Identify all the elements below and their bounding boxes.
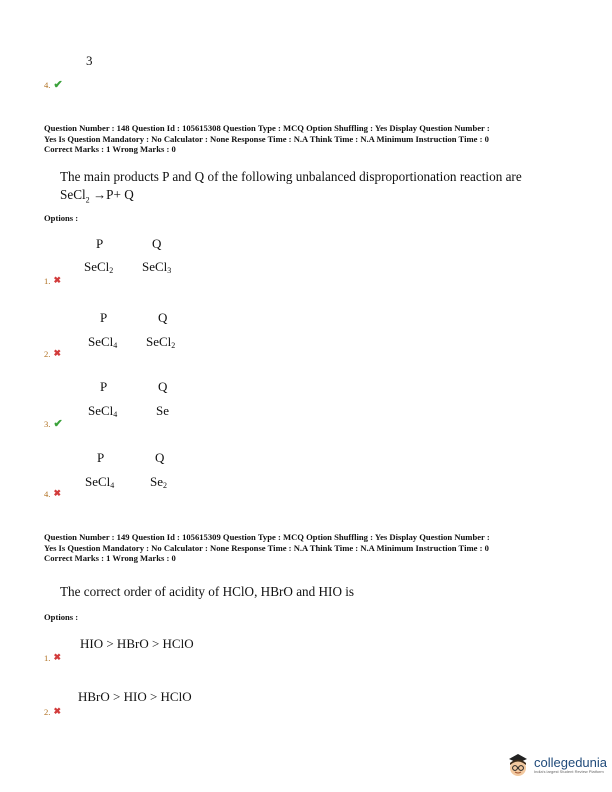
cross-icon: ✖ (53, 652, 61, 662)
option-3[interactable] (44, 417, 63, 430)
q149-option-1[interactable] (44, 652, 61, 663)
q149-options-label: Options : (44, 612, 79, 622)
option2-col-p: P (100, 310, 108, 325)
option-number: 4. (44, 79, 51, 90)
option4-col-p: P (97, 450, 105, 465)
check-icon: ✔ (53, 418, 63, 430)
option-1[interactable] (44, 275, 61, 286)
logo-wordmark: collegedunia (534, 755, 608, 770)
option3-col-q: Q (158, 379, 168, 394)
q149-meta-line1: Question Number : 149 Question Id : 105615309 Question Type : MCQ Option Shuffling : Yes Display Question Number : (44, 532, 490, 542)
option1-col-p: P (96, 236, 104, 251)
q148-meta-line3: Correct Marks : 1 Wrong Marks : 0 (44, 144, 176, 155)
logo-tagline: India's largest Student Review Platform (534, 769, 604, 774)
option-2[interactable] (44, 348, 61, 359)
option2-p-value: SeCl$_4$ (88, 334, 118, 350)
cross-icon: ✖ (53, 275, 61, 285)
previous-answer-value: 3 (86, 53, 93, 68)
previous-option-4 (44, 78, 63, 91)
q149-text: The correct order of acidity of HClO, HBrO and HIO is (60, 584, 355, 599)
option4-q-value: $Se_2$ (150, 474, 167, 490)
option4-p-value: SeCl$_4$ (85, 474, 115, 490)
cross-icon: ✖ (53, 706, 61, 716)
option3-q-value: Se (156, 403, 169, 418)
q149-option2-text: HBrO > HIO > HClO (78, 689, 192, 704)
option1-p-value: SeCl$_2$ (84, 259, 114, 275)
option-number: 2. (44, 348, 51, 359)
q149-option1-text: HIO > HBrO > HClO (80, 636, 194, 651)
collegedunia-logo (506, 752, 607, 778)
option2-q-value: SeCl$_2$ (146, 334, 176, 350)
q149-meta-line3: Correct Marks : 1 Wrong Marks : 0 (44, 553, 176, 564)
q148-meta-line1: Question Number : 148 Question Id : 105615308 Question Type : MCQ Option Shuffling : Yes Display Question Number : (44, 123, 490, 133)
q149-meta (44, 532, 584, 564)
option-number: 1. (44, 275, 51, 286)
q148-meta-line2: Yes Is Question Mandatory : No Calculator : None Response Time : N.A Think Time : N.A Minimum Instruction Time : 0 (44, 133, 489, 144)
q148-meta (44, 123, 584, 155)
q148-options-label: Options : (44, 213, 79, 223)
check-icon: ✔ (53, 79, 63, 91)
option2-col-q: Q (158, 310, 168, 325)
option4-col-q: Q (155, 450, 165, 465)
option3-p-value: SeCl$_4$ (88, 403, 118, 419)
option1-q-value: SeCl$_3$ (142, 259, 172, 275)
option-number: 1. (44, 652, 51, 663)
option-number: 2. (44, 706, 51, 717)
option3-col-p: P (100, 379, 108, 394)
q148-equation: SeCl$_2$ →P+ Q (60, 187, 134, 205)
right-arrow-icon: → (92, 187, 107, 202)
q149-meta-line2: Yes Is Question Mandatory : No Calculator : None Response Time : N.A Think Time : N.A Minimum Instruction Time : 0 (44, 542, 489, 553)
option-number: 3. (44, 418, 51, 429)
cross-icon: ✖ (53, 488, 61, 498)
option-number: 4. (44, 488, 51, 499)
q148-text: The main products P and Q of the following unbalanced disproportionation reaction are (60, 169, 522, 184)
cross-icon: ✖ (53, 348, 61, 358)
option1-col-q: Q (152, 236, 162, 251)
option-4[interactable] (44, 488, 61, 499)
mascot-icon (506, 752, 530, 778)
q149-option-2[interactable] (44, 706, 61, 717)
